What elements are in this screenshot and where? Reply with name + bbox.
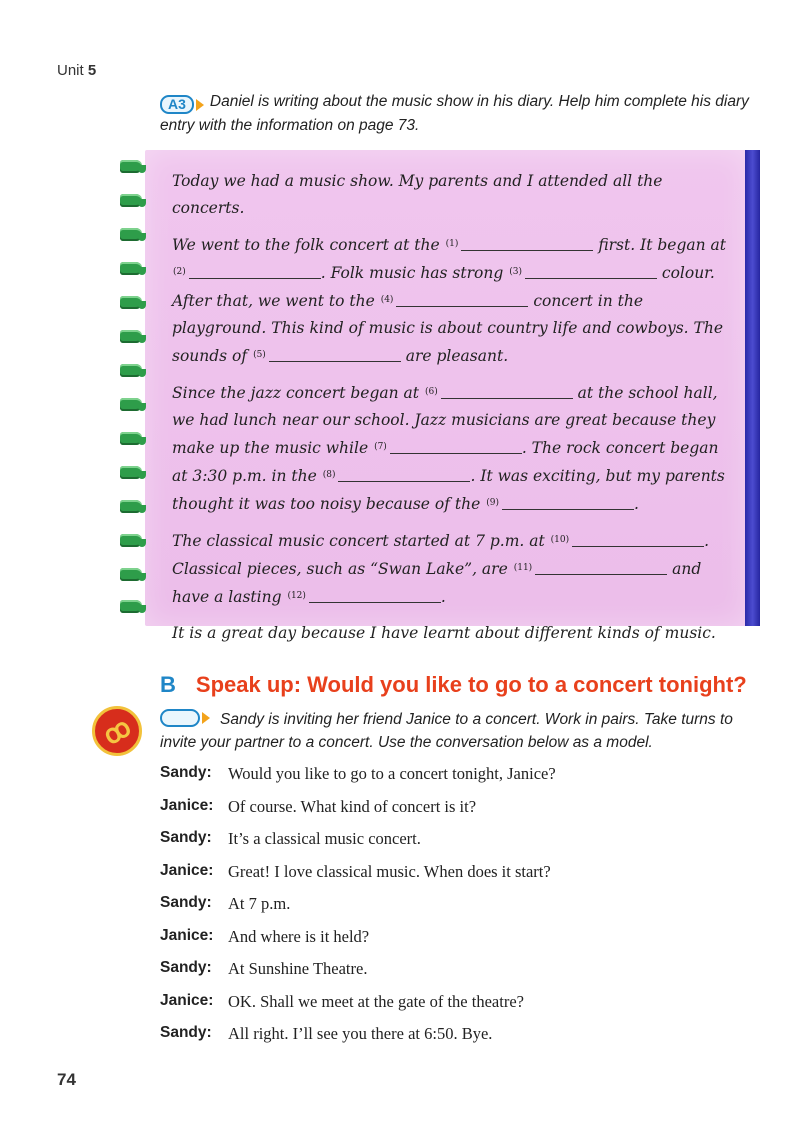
blank-number: (5)	[253, 350, 266, 360]
binding-ring-icon	[120, 534, 142, 547]
conversation-line	[160, 862, 760, 895]
speaker-name: Sandy:	[160, 764, 212, 781]
diary-paragraph-4: The classical music concert started at 7 p.m. at $^{(10)}$ . Classical pieces, such as “Swan Lake”, are $^{(11)}$ and have a lasting $^{(12)}$ .	[172, 532, 710, 606]
speaker-name: Sandy:	[160, 1024, 212, 1041]
diary-paragraph-3: Since the jazz concert began at $^{(6)}$ at the school hall, we had lunch near our school. Jazz musicians are great because they make up the music while $^{(7)}$ . The rock concert began at 3:30 p.m. in the $^{(8)}$ . It was exciting, but my parents thought it was too noisy because of the $^{(9)}$ .	[172, 384, 725, 513]
dialogue-text: Of course. What kind of concert is it?	[228, 796, 477, 816]
diary-binding-rings	[120, 160, 150, 620]
blank-9[interactable]	[502, 497, 634, 510]
speaker-name: Janice:	[160, 991, 214, 1009]
task-b-text: Sandy is inviting her friend Janice to a concert. Work in pairs. Take turns to invite your partner to a concert. Use the conversation below as a model.	[160, 711, 733, 751]
task-a3-instruction	[160, 90, 750, 137]
conversation-line	[160, 992, 760, 1025]
conversation-line	[160, 797, 760, 830]
diary-cover-edge	[745, 150, 760, 626]
binding-ring-icon	[120, 194, 142, 207]
binding-ring-icon	[120, 432, 142, 445]
dialogue-text: At Sunshine Theatre.	[228, 959, 368, 978]
binding-ring-icon	[120, 160, 142, 173]
unit-number: 5	[87, 62, 97, 79]
blank-6[interactable]	[441, 386, 573, 399]
blank-number: (9)	[486, 498, 499, 508]
unit-label	[57, 62, 96, 79]
blank-number: (6)	[424, 387, 438, 397]
speaker-name: Sandy:	[160, 894, 212, 911]
blank-number: (11)	[513, 563, 533, 573]
speaker-name: Janice:	[160, 796, 214, 814]
task-badge	[160, 709, 210, 727]
blank-5[interactable]	[269, 349, 401, 362]
task-badge	[160, 95, 204, 114]
blank-10[interactable]	[572, 534, 704, 547]
speaker-name: Sandy:	[160, 959, 212, 976]
task-badge-label: A3	[160, 95, 194, 114]
blank-number: (4)	[380, 295, 394, 305]
blank-7[interactable]	[390, 441, 522, 454]
section-title: Speak up: Would you like to go to a concert tonight?	[195, 672, 747, 697]
conversation-line	[160, 927, 760, 960]
dialogue-text: All right. I’ll see you there at 6:50. Bye.	[228, 1024, 493, 1043]
blank-11[interactable]	[535, 562, 667, 575]
binding-ring-icon	[120, 296, 142, 309]
diary-entry	[172, 168, 732, 656]
speaker-name: Janice:	[160, 861, 214, 879]
blank-1[interactable]	[461, 238, 593, 251]
diary-paragraph-2: We went to the folk concert at the $^{(1)}$ first. It began at $^{(2)}$ . Folk music has strong $^{(3)}$ colour. After that, we went to the $^{(4)}$ concert in the playground. This kind of music is about country life and cowboys. The sounds of $^{(5)}$ are pleasant.	[172, 236, 727, 365]
blank-number: (1)	[445, 239, 459, 249]
conversation-line	[160, 1024, 760, 1057]
conversation-line	[160, 764, 760, 797]
blank-number: (10)	[550, 535, 570, 545]
task-b-instruction	[160, 708, 750, 754]
blank-number: (8)	[322, 470, 336, 480]
blank-number: (2)	[173, 267, 186, 277]
binding-ring-icon	[120, 568, 142, 581]
conversation-line	[160, 894, 760, 927]
conversation	[160, 764, 760, 1057]
play-arrow-icon	[202, 712, 210, 724]
play-arrow-icon	[196, 99, 204, 111]
binding-ring-icon	[120, 398, 142, 411]
unit-text: Unit	[57, 62, 84, 79]
dialogue-text: And where is it held?	[228, 926, 370, 946]
binding-ring-icon	[120, 500, 142, 513]
blank-8[interactable]	[338, 469, 470, 482]
task-a3-text: Daniel is writing about the music show in his diary. Help him complete his diary entry with the information on page 73.	[160, 93, 749, 134]
section-b-heading	[160, 672, 747, 698]
blank-12[interactable]	[309, 590, 441, 603]
binding-ring-icon	[120, 330, 142, 343]
diary-paragraph-5: It is a great day because I have learnt about different kinds of music.	[172, 624, 716, 642]
blank-number: (12)	[287, 591, 306, 601]
dialogue-text: Great! I love classical music. When does it start?	[228, 861, 551, 881]
blank-2[interactable]	[189, 266, 321, 279]
conversation-line	[160, 829, 760, 862]
binding-ring-icon	[120, 262, 142, 275]
dialogue-text: OK. Shall we meet at the gate of the theatre?	[228, 991, 524, 1011]
diary-paragraph-1: Today we had a music show. My parents and I attended all the concerts.	[172, 172, 663, 217]
page-number: 74	[57, 1070, 76, 1089]
speaker-name: Janice:	[160, 926, 214, 944]
speaking-icon: ꝏ	[92, 706, 142, 756]
dialogue-text: Would you like to go to a concert tonight, Janice?	[228, 764, 556, 783]
speaker-name: Sandy:	[160, 829, 212, 846]
section-letter: B	[160, 672, 176, 697]
blank-number: (7)	[374, 442, 387, 452]
dialogue-text: It’s a classical music concert.	[228, 829, 421, 848]
binding-ring-icon	[120, 364, 142, 377]
binding-ring-icon	[120, 600, 142, 613]
blank-3[interactable]	[525, 266, 657, 279]
binding-ring-icon	[120, 466, 142, 479]
binding-ring-icon	[120, 228, 142, 241]
dialogue-text: At 7 p.m.	[228, 894, 291, 913]
conversation-line	[160, 959, 760, 992]
blank-number: (3)	[509, 267, 522, 277]
blank-4[interactable]	[396, 294, 528, 307]
